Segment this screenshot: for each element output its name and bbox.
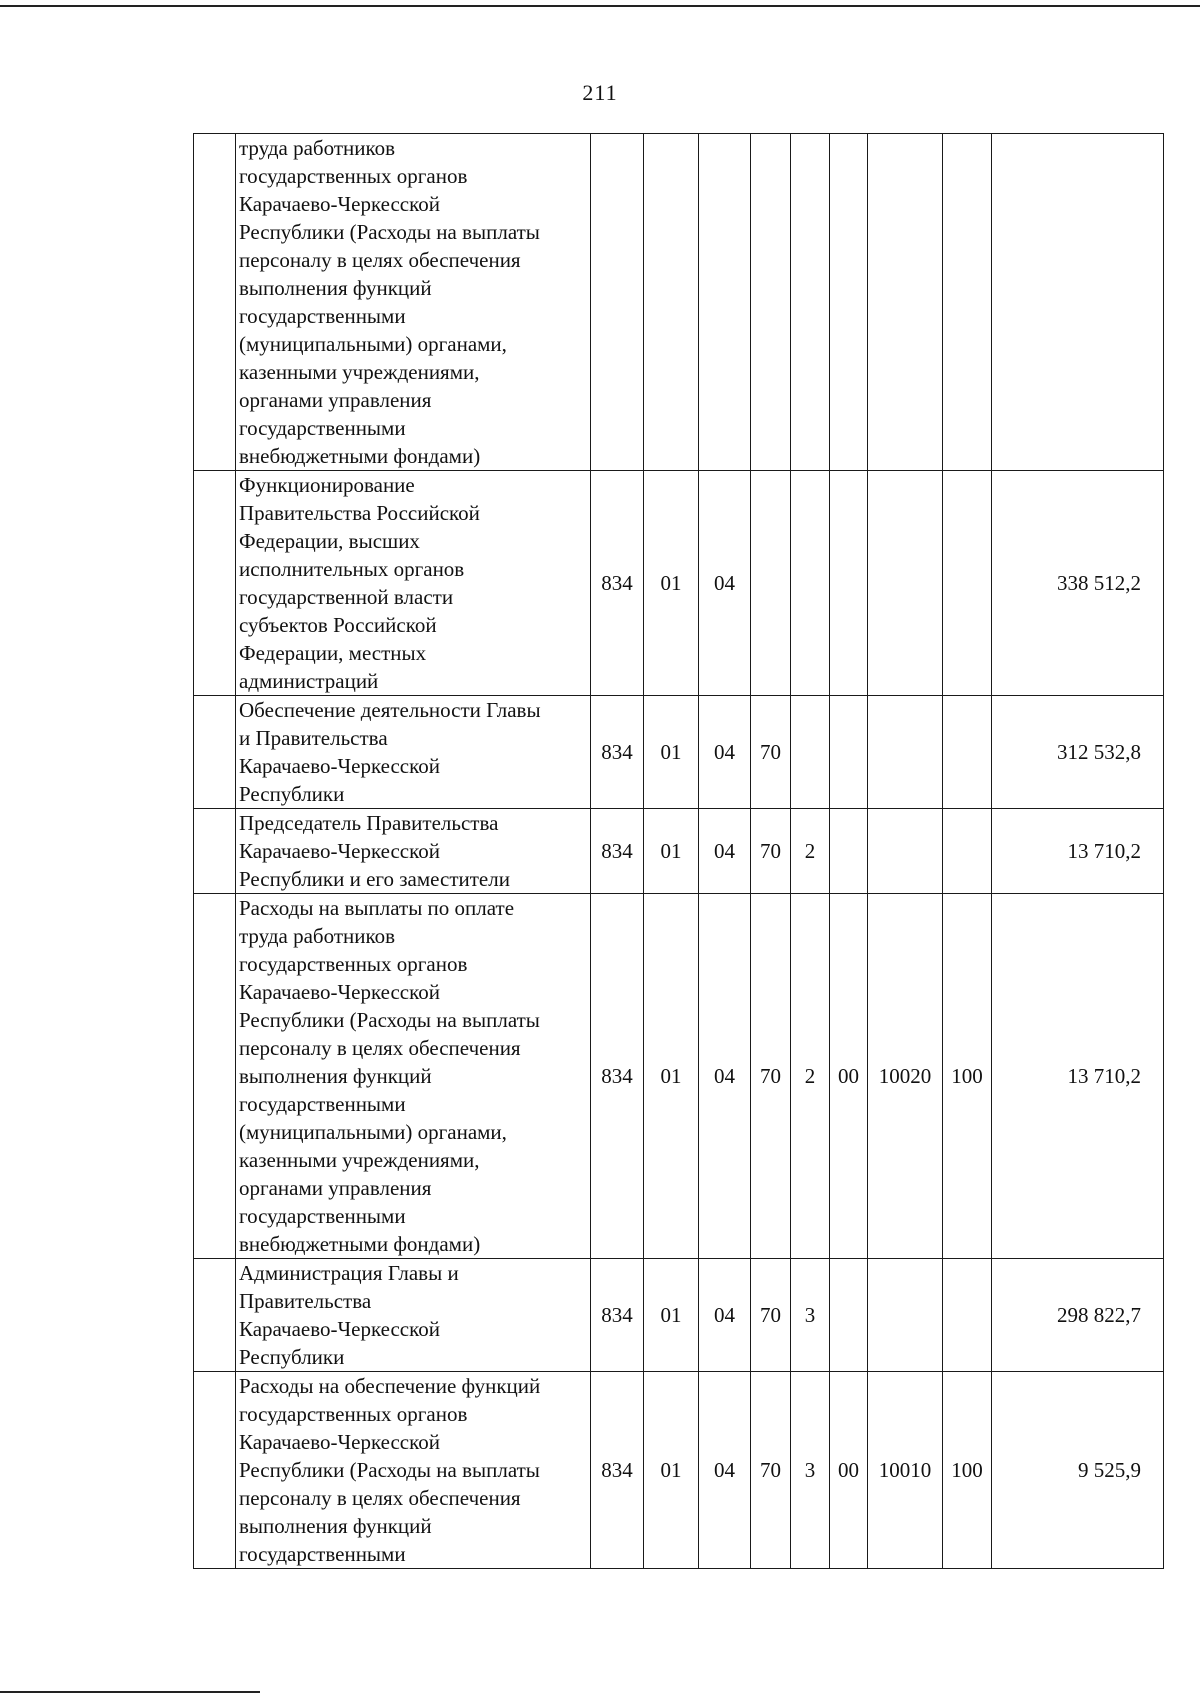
subprogram-code-cell (791, 134, 830, 471)
section-code-cell: 01 (644, 1372, 699, 1569)
expense-name-line: государственными (239, 1542, 406, 1566)
expense-name-line: Обеспечение деятельности Главы (239, 698, 541, 722)
ministry-code-cell: 834 (591, 471, 644, 696)
ministry-code-cell: 834 (591, 894, 644, 1259)
table-row (194, 471, 1164, 696)
expense-name-line: Федерации, высших (239, 529, 420, 553)
top-border-line (0, 5, 1200, 7)
expense-name-line: казенными учреждениями, (239, 1148, 480, 1172)
amount-cell: 13 710,2 (992, 809, 1164, 894)
section-code-cell: 01 (644, 1259, 699, 1372)
expense-type-cell (943, 696, 992, 809)
row-number-cell (194, 696, 236, 809)
expense-type-cell (943, 809, 992, 894)
expense-type-cell: 100 (943, 894, 992, 1259)
section-code-cell: 01 (644, 696, 699, 809)
expense-name-line: выполнения функций (239, 1064, 432, 1088)
expense-name-line: Администрация Главы и (239, 1261, 459, 1285)
expense-name-line: (муниципальными) органами, (239, 1120, 507, 1144)
expense-name-line: государственными (239, 304, 406, 328)
article-code-cell (868, 471, 943, 696)
direction-code-cell (830, 471, 868, 696)
row-number-cell (194, 1372, 236, 1569)
expense-name-line: труда работников (239, 136, 396, 160)
budget-table (193, 133, 1164, 1569)
expense-name-cell (236, 1372, 591, 1569)
expense-name-line: государственных органов (239, 1402, 468, 1426)
expense-name-line: государственных органов (239, 952, 468, 976)
ministry-code-cell: 834 (591, 1259, 644, 1372)
expense-name-line: персоналу в целях обеспечения (239, 248, 521, 272)
table-row (194, 1372, 1164, 1569)
expense-name-cell (236, 809, 591, 894)
expense-name-line: Функционирование (239, 473, 415, 497)
expense-name-cell (236, 1259, 591, 1372)
ministry-code-cell: 834 (591, 809, 644, 894)
subprogram-code-cell (791, 696, 830, 809)
table-row (194, 134, 1164, 471)
expense-name-line: исполнительных органов (239, 557, 465, 581)
expense-name-line: государственными (239, 1092, 406, 1116)
expense-type-cell (943, 471, 992, 696)
expense-name-line: персоналу в целях обеспечения (239, 1486, 521, 1510)
expense-name-line: Карачаево-Черкесской (239, 1430, 441, 1454)
subsection-code-cell (699, 134, 751, 471)
expense-name-line: органами управления (239, 1176, 432, 1200)
article-code-cell (868, 696, 943, 809)
table-body (194, 134, 1164, 1569)
subprogram-code-cell: 3 (791, 1372, 830, 1569)
table-row (194, 809, 1164, 894)
bottom-border-line (0, 1691, 260, 1693)
expense-name-line: выполнения функций (239, 276, 432, 300)
expense-name-line: Карачаево-Черкесской (239, 839, 441, 863)
direction-code-cell (830, 696, 868, 809)
expense-name-line: Расходы на выплаты по оплате (239, 896, 515, 920)
ministry-code-cell (591, 134, 644, 471)
expense-name-line: Карачаево-Черкесской (239, 754, 441, 778)
row-number-cell (194, 1259, 236, 1372)
subsection-code-cell: 04 (699, 471, 751, 696)
program-code-cell: 70 (751, 1372, 791, 1569)
expense-type-cell: 100 (943, 1372, 992, 1569)
expense-name-cell (236, 894, 591, 1259)
expense-name-line: государственными (239, 1204, 406, 1228)
section-code-cell: 01 (644, 809, 699, 894)
expense-name-line: субъектов Российской (239, 613, 437, 637)
expense-name-line: Расходы на обеспечение функций (239, 1374, 541, 1398)
expense-name-line: Республики и его заместители (239, 867, 510, 891)
amount-cell: 338 512,2 (992, 471, 1164, 696)
amount-cell: 312 532,8 (992, 696, 1164, 809)
table-row (194, 696, 1164, 809)
subsection-code-cell: 04 (699, 696, 751, 809)
section-code-cell: 01 (644, 894, 699, 1259)
expense-name-line: администраций (239, 669, 379, 693)
program-code-cell (751, 471, 791, 696)
direction-code-cell (830, 809, 868, 894)
expense-name-line: Правительства (239, 1289, 372, 1313)
ministry-code-cell: 834 (591, 1372, 644, 1569)
amount-cell (992, 134, 1164, 471)
expense-name-line: Республики (Расходы на выплаты (239, 1008, 540, 1032)
expense-name-line: Председатель Правительства (239, 811, 499, 835)
subsection-code-cell: 04 (699, 1259, 751, 1372)
row-number-cell (194, 471, 236, 696)
expense-name-line: Республики (Расходы на выплаты (239, 220, 540, 244)
direction-code-cell (830, 1259, 868, 1372)
expense-type-cell (943, 134, 992, 471)
expense-name-line: Карачаево-Черкесской (239, 980, 441, 1004)
program-code-cell: 70 (751, 696, 791, 809)
expense-name-line: труда работников (239, 924, 396, 948)
expense-name-line: казенными учреждениями, (239, 360, 480, 384)
expense-name-line: Правительства Российской (239, 501, 480, 525)
article-code-cell: 10010 (868, 1372, 943, 1569)
expense-name-cell (236, 471, 591, 696)
amount-cell: 13 710,2 (992, 894, 1164, 1259)
expense-name-line: Карачаево-Черкесской (239, 192, 441, 216)
expense-name-cell (236, 696, 591, 809)
section-code-cell (644, 134, 699, 471)
amount-cell: 298 822,7 (992, 1259, 1164, 1372)
subsection-code-cell: 04 (699, 809, 751, 894)
expense-name-line: (муниципальными) органами, (239, 332, 507, 356)
program-code-cell: 70 (751, 1259, 791, 1372)
expense-name-line: Карачаево-Черкесской (239, 1317, 441, 1341)
subsection-code-cell: 04 (699, 894, 751, 1259)
article-code-cell (868, 134, 943, 471)
expense-name-line: Республики (Расходы на выплаты (239, 1458, 540, 1482)
article-code-cell (868, 1259, 943, 1372)
expense-name-line: внебюджетными фондами) (239, 444, 481, 468)
direction-code-cell: 00 (830, 1372, 868, 1569)
expense-name-line: и Правительства (239, 726, 388, 750)
expense-name-line: государственной власти (239, 585, 454, 609)
ministry-code-cell: 834 (591, 696, 644, 809)
program-code-cell: 70 (751, 809, 791, 894)
table-row (194, 894, 1164, 1259)
expense-name-line: Республики (239, 782, 345, 806)
page-number: 211 (582, 80, 618, 105)
row-number-cell (194, 134, 236, 471)
subprogram-code-cell: 3 (791, 1259, 830, 1372)
table-row (194, 1259, 1164, 1372)
section-code-cell: 01 (644, 471, 699, 696)
article-code-cell: 10020 (868, 894, 943, 1259)
direction-code-cell: 00 (830, 894, 868, 1259)
expense-name-line: органами управления (239, 388, 432, 412)
row-number-cell (194, 894, 236, 1259)
direction-code-cell (830, 134, 868, 471)
row-number-cell (194, 809, 236, 894)
expense-name-line: государственными (239, 416, 406, 440)
expense-type-cell (943, 1259, 992, 1372)
subsection-code-cell: 04 (699, 1372, 751, 1569)
expense-name-line: Республики (239, 1345, 345, 1369)
expense-name-line: внебюджетными фондами) (239, 1232, 481, 1256)
expense-name-cell (236, 134, 591, 471)
program-code-cell (751, 134, 791, 471)
expense-name-line: персоналу в целях обеспечения (239, 1036, 521, 1060)
subprogram-code-cell: 2 (791, 894, 830, 1259)
subprogram-code-cell (791, 471, 830, 696)
article-code-cell (868, 809, 943, 894)
expense-name-line: выполнения функций (239, 1514, 432, 1538)
amount-cell: 9 525,9 (992, 1372, 1164, 1569)
expense-name-line: государственных органов (239, 164, 468, 188)
program-code-cell: 70 (751, 894, 791, 1259)
subprogram-code-cell: 2 (791, 809, 830, 894)
expense-name-line: Федерации, местных (239, 641, 427, 665)
